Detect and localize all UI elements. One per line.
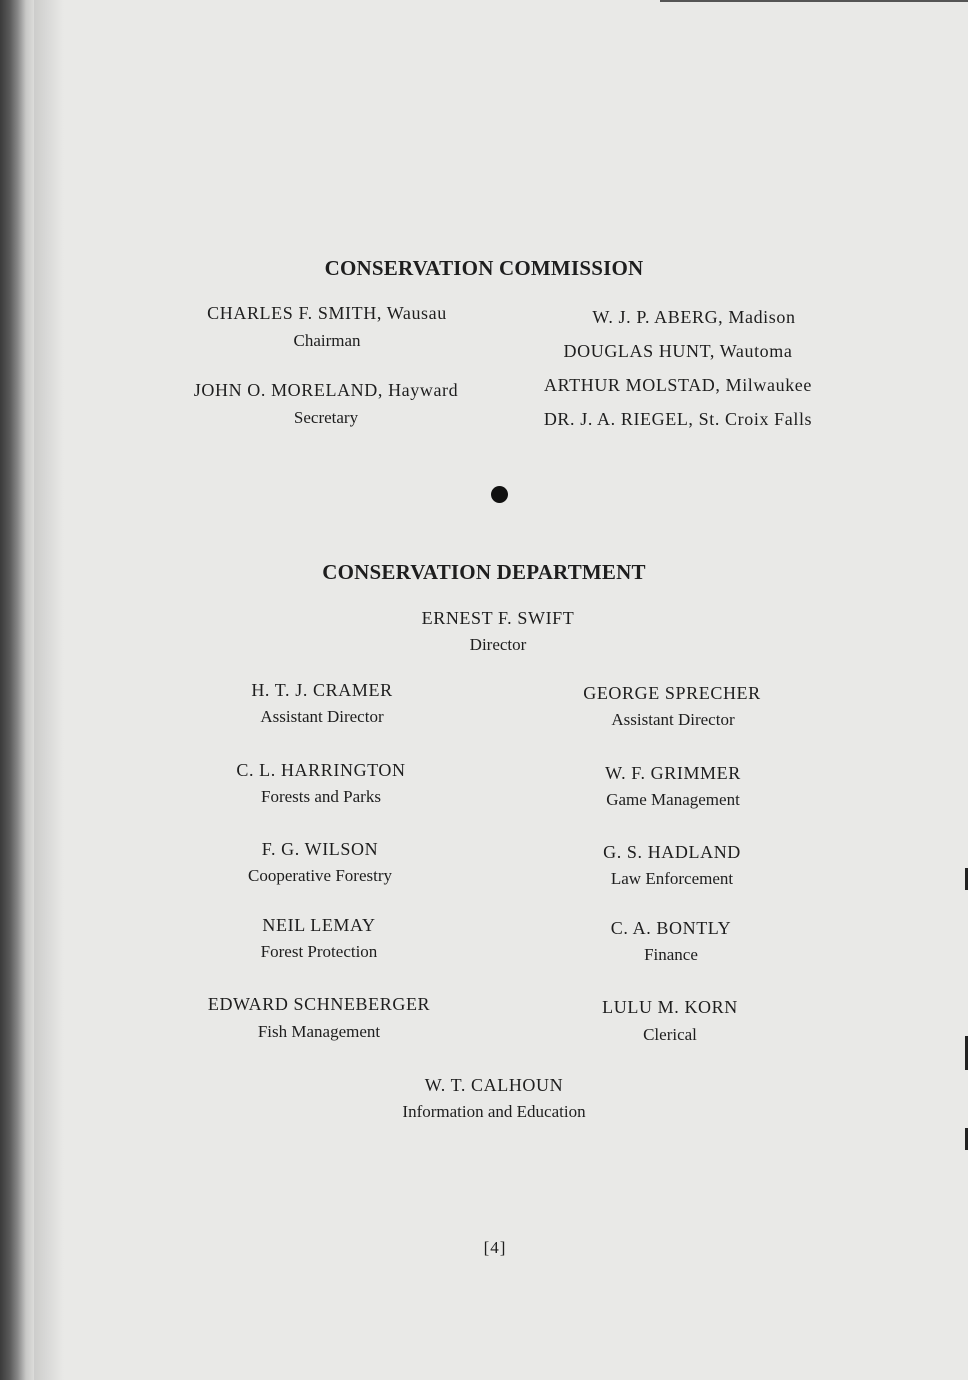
staff-name: EDWARD SCHNEBERGER: [207, 994, 431, 1014]
staff-title: Clerical: [643, 1025, 697, 1044]
commission-member-name: JOHN O. MORELAND, Hayward: [193, 380, 459, 400]
staff-name: W. F. GRIMMER: [605, 763, 741, 783]
staff-title: Forest Protection: [260, 942, 378, 961]
staff-name: F. G. WILSON: [261, 839, 379, 859]
staff-name: C. A. BONTLY: [610, 918, 732, 938]
staff-name: NEIL LEMAY: [262, 915, 376, 935]
staff-title: Cooperative Forestry: [248, 866, 392, 885]
book-binding: [0, 0, 34, 1380]
staff-title: Fish Management: [257, 1022, 381, 1041]
staff-title: Assistant Director: [611, 710, 735, 729]
page-number: [4]: [483, 1238, 507, 1257]
commission-heading: CONSERVATION COMMISSION: [324, 256, 644, 280]
staff-title: Law Enforcement: [610, 869, 734, 888]
commission-member-title: Secretary: [293, 408, 359, 427]
commission-member-name: CHARLES F. SMITH, Wausau: [207, 303, 447, 323]
staff-name: W. T. CALHOUN: [424, 1075, 564, 1095]
staff-title: Finance: [644, 945, 698, 964]
staff-title: Information and Education: [402, 1102, 586, 1121]
staff-name: H. T. J. CRAMER: [251, 680, 393, 700]
director-title: Director: [469, 635, 527, 654]
department-heading: CONSERVATION DEPARTMENT: [322, 560, 646, 584]
commission-member-name: DR. J. A. RIEGEL, St. Croix Falls: [543, 409, 813, 429]
staff-title: Forests and Parks: [261, 787, 381, 806]
commission-member-name: W. J. P. ABERG, Madison: [592, 307, 796, 327]
staff-title: Game Management: [606, 790, 740, 809]
commission-member-name: ARTHUR MOLSTAD, Milwaukee: [544, 375, 812, 395]
staff-name: LULU M. KORN: [602, 997, 738, 1017]
page-gutter-shadow: [34, 0, 64, 1380]
staff-name: GEORGE SPRECHER: [583, 683, 761, 703]
staff-title: Assistant Director: [260, 707, 384, 726]
commission-member-name: DOUGLAS HUNT, Wautoma: [563, 341, 793, 361]
commission-member-title: Chairman: [293, 331, 361, 350]
staff-name: G. S. HADLAND: [603, 842, 741, 862]
section-divider-bullet: [491, 486, 508, 503]
director-name: ERNEST F. SWIFT: [421, 608, 575, 628]
page-top-edge: [660, 0, 968, 2]
staff-name: C. L. HARRINGTON: [236, 760, 406, 780]
